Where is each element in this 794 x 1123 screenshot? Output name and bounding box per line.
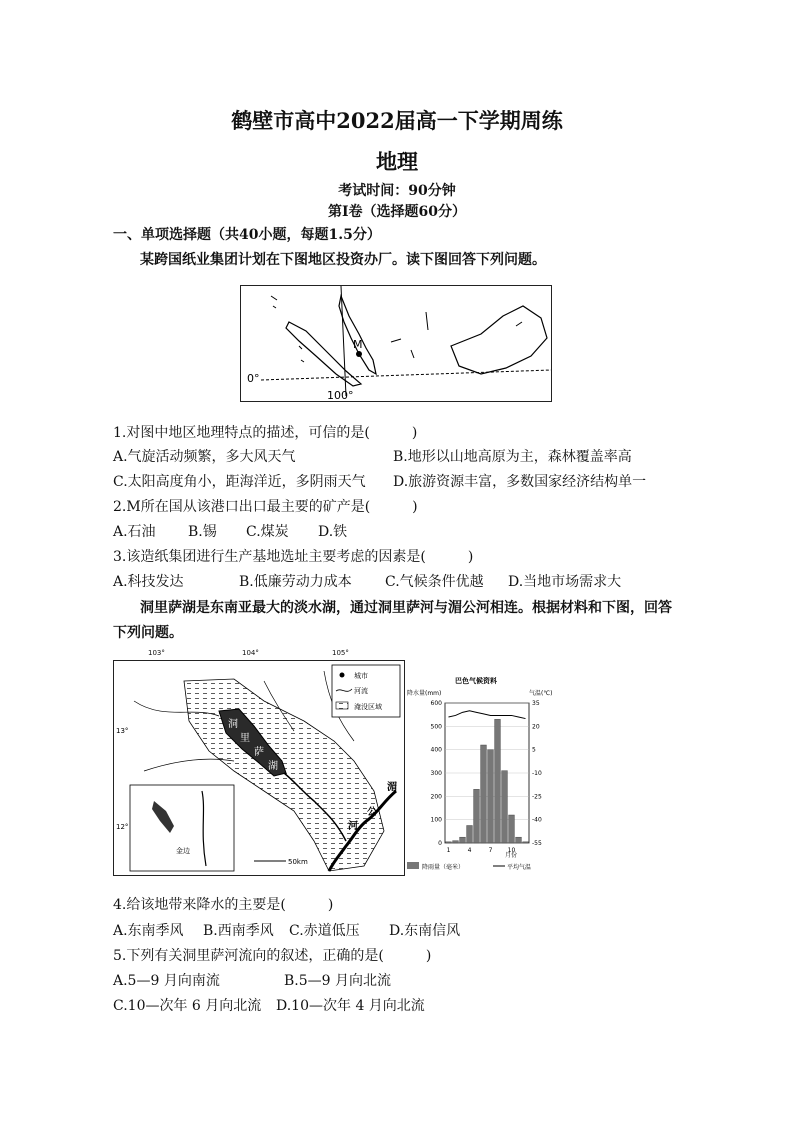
legend-flood-label: 淹没区域	[354, 703, 382, 711]
precip-bar	[453, 841, 459, 843]
precip-bar	[467, 826, 473, 844]
longitude-label: 100°	[327, 389, 354, 401]
y-left-tick: 0	[438, 840, 442, 847]
precip-bar	[495, 719, 501, 843]
sumatra-outline	[286, 322, 361, 386]
x-tick: 7	[488, 847, 493, 854]
q5-option-a[interactable]: A.5—9 月向南流	[113, 973, 220, 989]
precip-bar	[474, 789, 480, 843]
lon-104-top: 104°	[242, 649, 259, 657]
question-2-stem: 2.M所在国从该港口出口最主要的矿产是( )	[113, 499, 418, 515]
mekong-char-2: 公	[367, 807, 377, 818]
lake-char-3: 萨	[254, 747, 264, 758]
q5-option-c[interactable]: C.10—次年 6 月向北流	[113, 998, 262, 1014]
exam-time: 考试时间：90分钟	[338, 183, 456, 199]
precip-bar	[488, 750, 494, 843]
tonle-sap-map	[113, 660, 405, 876]
legend-bar-swatch	[407, 862, 419, 869]
q4-option-b[interactable]: B.西南季风	[203, 923, 274, 939]
y-left-tick: 600	[430, 700, 442, 707]
material-intro-2-cont: 下列问题。	[113, 625, 183, 641]
y-left-tick: 200	[430, 793, 442, 801]
equator-line	[261, 370, 551, 380]
legend-city-icon	[340, 673, 345, 678]
q1-option-a[interactable]: A.气旋活动频繁，多大风天气	[113, 449, 296, 465]
q3-option-a[interactable]: A.科技发达	[113, 574, 184, 590]
borneo-outline	[451, 306, 547, 374]
y-left-tick: 500	[430, 723, 442, 731]
precip-bar	[502, 771, 508, 843]
question-5-stem: 5.下列有关洞里萨河流向的叙述，正确的是( )	[113, 948, 432, 964]
legend-river-label: 河流	[354, 687, 368, 695]
legend-line-label: 平均气温	[507, 864, 532, 871]
exam-title: 鹤壁市高中2022届高一下学期周练	[231, 108, 563, 133]
q3-option-b[interactable]: B.低廉劳动力成本	[239, 574, 352, 590]
m-label: M	[353, 338, 363, 351]
q2-option-b[interactable]: B.锡	[188, 524, 217, 540]
q3-option-c[interactable]: C.气候条件优越	[385, 574, 484, 590]
x-tick: 10	[507, 847, 516, 854]
lat-12-label: 12°	[116, 823, 129, 831]
y-right-tick: -40	[532, 816, 542, 824]
q2-option-a[interactable]: A.石油	[113, 524, 156, 540]
material-intro-2: 洞里萨湖是东南亚最大的淡水湖，通过洞里萨河与湄公河相连。根据材料和下图，回答	[140, 600, 672, 616]
lake-char-2: 里	[240, 733, 250, 744]
lat-13-label: 13°	[116, 727, 129, 735]
y-left-tick: 100	[430, 816, 442, 824]
y-right-tick: -55	[532, 840, 542, 847]
q2-option-d[interactable]: D.铁	[318, 524, 348, 540]
precip-bar	[460, 837, 466, 843]
mekong-char-3: 河	[348, 821, 358, 832]
latitude-label: 0°	[247, 372, 260, 385]
q1-option-b[interactable]: B.地形以山地高原为主，森林覆盖率高	[393, 449, 632, 465]
subject-title: 地理	[376, 149, 418, 174]
question-4-stem: 4.给该地带来降水的主要是( )	[113, 897, 334, 913]
q5-option-b[interactable]: B.5—9 月向北流	[284, 973, 392, 989]
y-right-tick: 35	[532, 700, 540, 707]
legend-bar-label: 降雨量（毫米）	[422, 864, 465, 871]
scale-label: 50km	[288, 858, 308, 866]
m-city-dot	[356, 351, 362, 357]
question-3-stem: 3.该造纸集团进行生产基地选址主要考虑的因素是( )	[113, 549, 474, 565]
inset-city-label: 金边	[176, 847, 190, 855]
q4-option-d[interactable]: D.东南信风	[389, 923, 461, 939]
y-right-tick: -25	[532, 793, 542, 801]
q4-option-c[interactable]: C.赤道低压	[289, 923, 360, 939]
temperature-line	[449, 711, 526, 719]
inset-map	[130, 785, 234, 871]
q3-option-d[interactable]: D.当地市场需求大	[508, 574, 622, 590]
q5-option-d[interactable]: D.10—次年 4 月向北流	[276, 998, 425, 1014]
precip-bar	[481, 745, 487, 843]
legend-flood-icon	[336, 702, 348, 709]
mekong-char-1: 湄	[387, 782, 397, 793]
precip-bar	[509, 815, 515, 843]
legend-city-label: 城市	[354, 672, 368, 680]
climate-chart	[405, 673, 565, 873]
lon-103-top: 103°	[148, 649, 165, 657]
lake-char-4: 湖	[268, 761, 278, 772]
x-tick: 4	[467, 847, 472, 854]
question-1-stem: 1.对图中地区地理特点的描述，可信的是( )	[113, 425, 418, 441]
y-left-tick: 400	[430, 746, 442, 754]
x-unit-label: 月份	[505, 852, 518, 859]
x-tick: 1	[446, 847, 451, 854]
section-heading: 一、单项选择题（共40小题，每题1.5分）	[113, 227, 381, 243]
y-left-tick: 300	[430, 770, 442, 777]
q1-option-c[interactable]: C.太阳高度角小，距海洋近，多阴雨天气	[113, 474, 366, 490]
precip-bar	[523, 842, 529, 843]
chart-title: 巴色气候资料	[455, 677, 497, 685]
y-right-tick: -10	[532, 770, 542, 777]
q1-option-d[interactable]: D.旅游资源丰富，多数国家经济结构单一	[393, 474, 647, 490]
volume-title: 第I卷（选择题60分）	[327, 204, 467, 220]
southeast-asia-map	[240, 285, 552, 402]
q4-option-a[interactable]: A.东南季风	[113, 923, 184, 939]
precip-bar	[516, 837, 522, 843]
material-intro-1: 某跨国纸业集团计划在下图地区投资办厂。读下图回答下列问题。	[140, 252, 546, 268]
lon-105-top: 105°	[332, 649, 349, 657]
y-right-tick: 20	[532, 723, 540, 731]
y-left-label: 降水量(mm)	[407, 690, 442, 697]
lake-char-1: 洞	[228, 719, 238, 730]
precip-bar	[446, 842, 452, 843]
y-right-tick: 5	[532, 746, 536, 754]
y-right-label: 气温(℃)	[529, 690, 553, 697]
q2-option-c[interactable]: C.煤炭	[246, 524, 289, 540]
island-marks	[271, 296, 522, 362]
